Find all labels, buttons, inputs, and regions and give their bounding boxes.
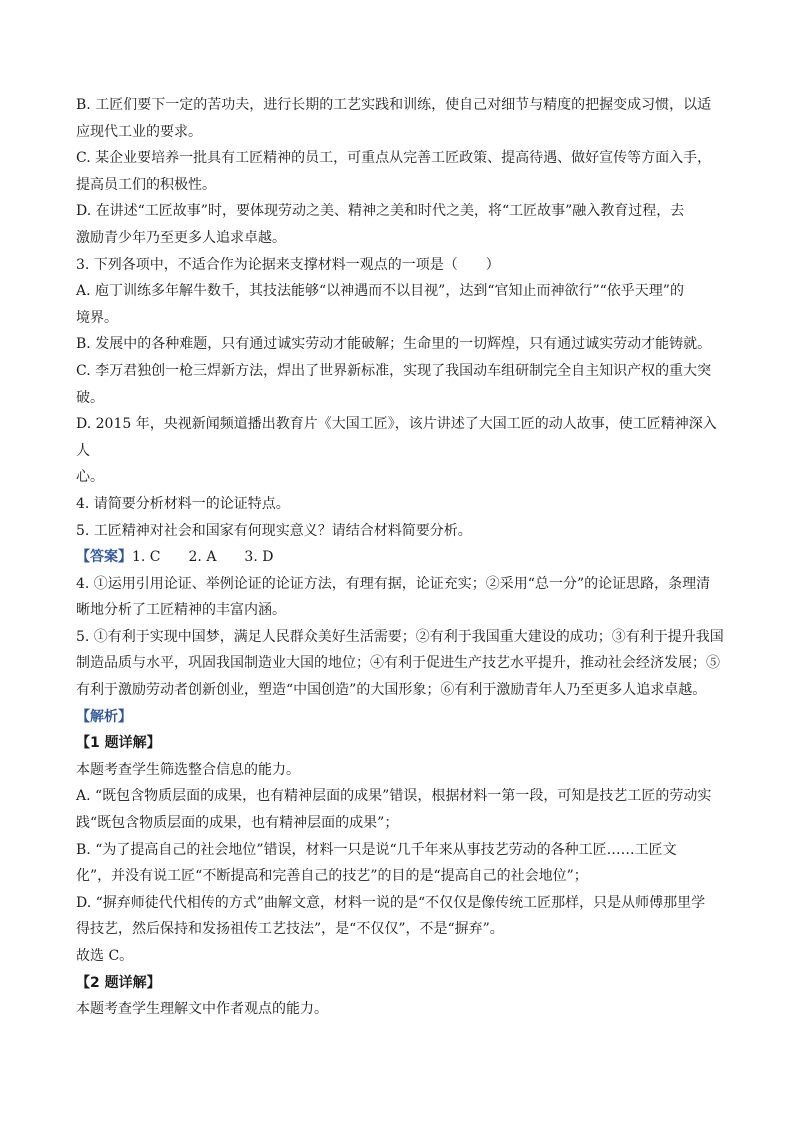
q3-option-c-line-2: 破。 bbox=[76, 389, 104, 406]
answer-4-line-2: 晰地分析了工匠精神的丰富内涵。 bbox=[76, 602, 286, 619]
detail-1-label: 【1 题详解】 bbox=[76, 735, 161, 752]
q3-option-d-line-2: 心。 bbox=[76, 469, 104, 486]
analysis-label: 【解析】 bbox=[76, 708, 132, 725]
detail-1-b-line-1: B. “为了提高自己的社会地位”错误，材料一只是说“几千年来从事技艺劳动的各种工匠……工匠文 bbox=[76, 841, 677, 858]
option-d-line-1: D. 在讲述“工匠故事”时，要体现劳动之美、精神之美和时代之美，将“工匠故事”融入教育过程，去 bbox=[76, 203, 685, 220]
question-3: 3. 下列各项中，不适合作为论据来支撑材料一观点的一项是（ ） bbox=[76, 256, 500, 273]
option-c-line-1: C. 某企业要培养一批具有工匠精神的员工，可重点从完善工匠政策、提高待遇、做好宣传等方面入手， bbox=[76, 150, 712, 167]
option-c-line-2: 提高员工们的积极性。 bbox=[76, 176, 216, 193]
detail-1-d-line-1: D. “摒弃师徒代代相传的方式”曲解文意，材料一说的是“不仅仅是像传统工匠那样，只是从师傅那里学 bbox=[76, 894, 706, 911]
detail-2-intro: 本题考查学生理解文中作者观点的能力。 bbox=[76, 1001, 328, 1018]
answer-4-line-1: 4. ①运用引用论证、举例论证的论证方法，有理有据，论证充实；②采用“总一分”的论证思路，条理清 bbox=[76, 575, 711, 592]
detail-1-b-line-2: 化”，并没有说工匠“不断提高和完善自己的技艺”的目的是“提高自己的社会地位”； bbox=[76, 868, 588, 885]
q3-option-c-line-1: C. 李万君独创一枪三焊新方法，焊出了世界新标准，实现了我国动车组研制完全自主知识产权的重大突 bbox=[76, 362, 712, 379]
answer-5-line-3: 有利于激励劳动者创新创业，塑造“中国创造”的大国形象；⑥有利于激励青年人乃至更多人追求卓越。 bbox=[76, 682, 707, 699]
option-d-line-2: 激励青少年乃至更多人追求卓越。 bbox=[76, 229, 286, 246]
answer-label: 【答案】 bbox=[76, 549, 132, 566]
detail-1-select: 故选 C。 bbox=[76, 948, 134, 964]
answer-5-line-2: 制造品质与水平，巩固我国制造业大国的地位；④有利于促进生产技艺水平提升，推动社会经济发展；⑤ bbox=[76, 655, 720, 672]
option-b-line-1: B. 工匠们要下一定的苦功夫，进行长期的工艺实践和训练，使自己对细节与精度的把握变成习惯，以适 bbox=[76, 97, 712, 113]
q3-option-a-line-1: A. 庖丁训练多年解牛数千，其技法能够“以神遇而不以目视”，达到“官知止而神欲行”“依乎天理”的 bbox=[76, 283, 684, 300]
page-content bbox=[76, 92, 726, 1023]
detail-2-label: 【2 题详解】 bbox=[76, 974, 161, 991]
option-b-line-2: 应现代工业的要求。 bbox=[76, 123, 202, 140]
detail-1-a-line-2: 践“既包含物质层面的成果，也有精神层面的成果”； bbox=[76, 815, 399, 832]
detail-1-intro: 本题考查学生筛选整合信息的能力。 bbox=[76, 761, 300, 778]
question-4: 4. 请简要分析材料一的论证特点。 bbox=[76, 495, 290, 512]
answer-5-line-1: 5. ①有利于实现中国梦，满足人民群众美好生活需要；②有利于我国重大建设的成功；③有利于提升我国 bbox=[76, 628, 724, 645]
answer-text: 1. C 2. A 3. D bbox=[132, 549, 274, 566]
q3-option-a-line-2: 境界。 bbox=[76, 309, 118, 326]
answer-line bbox=[76, 544, 726, 571]
question-5: 5. 工匠精神对社会和国家有何现实意义？请结合材料简要分析。 bbox=[76, 522, 472, 539]
q3-option-d-line-1: D. 2015 年，央视新闻频道播出教育片《大国工匠》，该片讲述了大国工匠的动人故事，使工匠精神深入人 bbox=[76, 416, 717, 459]
q3-option-b: B. 发展中的各种难题，只有通过诚实劳动才能破解；生命里的一切辉煌，只有通过诚实劳动才能铸就。 bbox=[76, 336, 712, 353]
detail-1-a-line-1: A. “既包含物质层面的成果，也有精神层面的成果”错误，根据材料一第一段，可知是技艺工匠的劳动实 bbox=[76, 788, 712, 805]
detail-1-d-line-2: 得技艺，然后保持和发扬祖传工艺技法”，是“不仅仅”，不是“摒弃”。 bbox=[76, 921, 504, 938]
